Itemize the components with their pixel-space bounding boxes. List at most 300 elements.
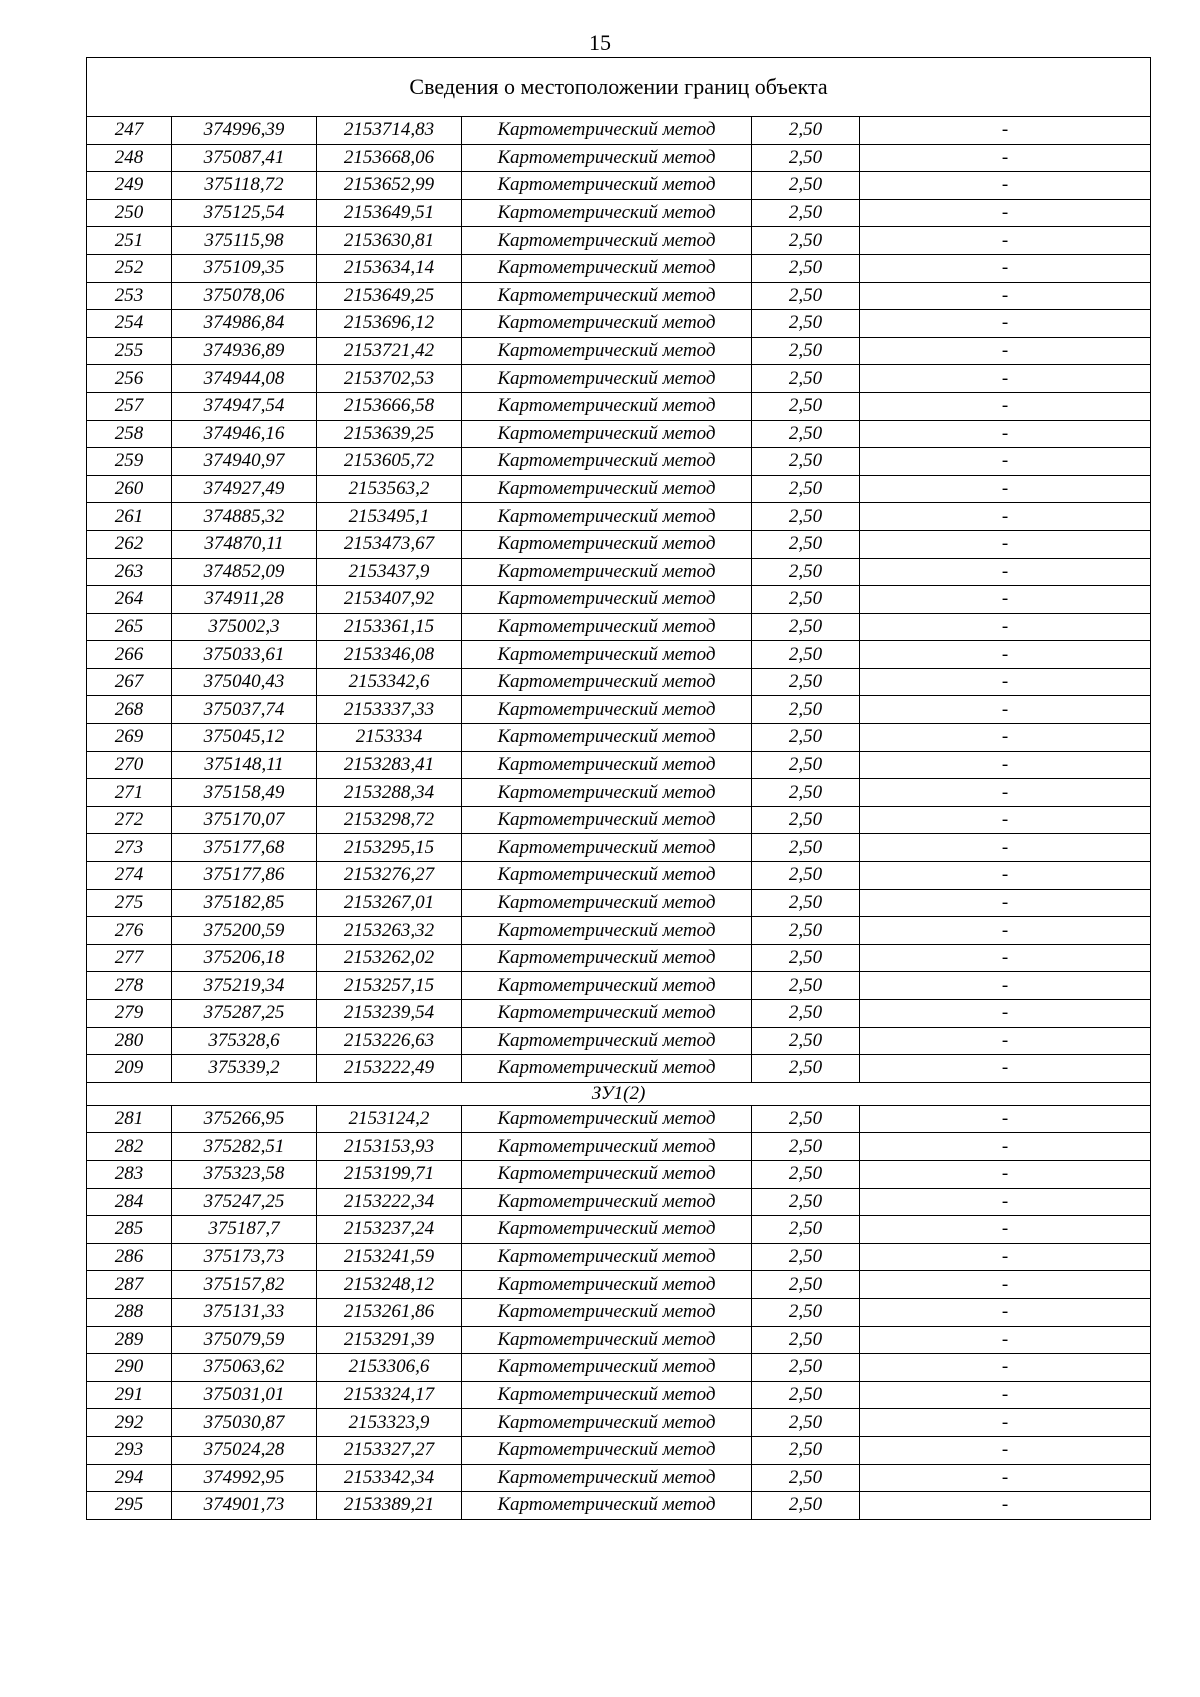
- description-cell: -: [860, 641, 1151, 669]
- y-coordinate-cell: 2153267,01: [317, 889, 462, 917]
- table-row: [87, 1464, 1151, 1492]
- point-number-cell: 249: [87, 172, 172, 200]
- table-row: [87, 337, 1151, 365]
- x-coordinate-cell: 375118,72: [172, 172, 317, 200]
- table-row: [87, 420, 1151, 448]
- method-cell: Картометрический метод: [462, 641, 752, 669]
- y-coordinate-cell: 2153639,25: [317, 420, 462, 448]
- method-cell: Картометрический метод: [462, 420, 752, 448]
- table-row: [87, 1354, 1151, 1382]
- description-cell: -: [860, 1381, 1151, 1409]
- x-coordinate-cell: 374992,95: [172, 1464, 317, 1492]
- point-number-cell: 275: [87, 889, 172, 917]
- x-coordinate-cell: 375173,73: [172, 1243, 317, 1271]
- accuracy-cell: 2,50: [752, 282, 860, 310]
- point-number-cell: 279: [87, 1000, 172, 1028]
- accuracy-cell: 2,50: [752, 944, 860, 972]
- description-cell: -: [860, 1000, 1151, 1028]
- point-number-cell: 270: [87, 751, 172, 779]
- accuracy-cell: 2,50: [752, 1188, 860, 1216]
- y-coordinate-cell: 2153262,02: [317, 944, 462, 972]
- page-number: 15: [589, 30, 611, 55]
- table-row: [87, 779, 1151, 807]
- method-cell: Картометрический метод: [462, 337, 752, 365]
- method-cell: Картометрический метод: [462, 475, 752, 503]
- x-coordinate-cell: 375339,2: [172, 1055, 317, 1083]
- y-coordinate-cell: 2153668,06: [317, 144, 462, 172]
- x-coordinate-cell: 375157,82: [172, 1271, 317, 1299]
- table-row: [87, 1133, 1151, 1161]
- description-cell: -: [860, 117, 1151, 145]
- point-number-cell: 283: [87, 1160, 172, 1188]
- section-label: ЗУ1(2): [87, 1082, 1151, 1105]
- y-coordinate-cell: 2153323,9: [317, 1409, 462, 1437]
- method-cell: Картометрический метод: [462, 917, 752, 945]
- accuracy-cell: 2,50: [752, 1105, 860, 1133]
- point-number-cell: 294: [87, 1464, 172, 1492]
- point-number-cell: 278: [87, 972, 172, 1000]
- description-cell: -: [860, 779, 1151, 807]
- method-cell: Картометрический метод: [462, 1436, 752, 1464]
- description-cell: -: [860, 227, 1151, 255]
- x-coordinate-cell: 375158,49: [172, 779, 317, 807]
- method-cell: Картометрический метод: [462, 834, 752, 862]
- accuracy-cell: 2,50: [752, 779, 860, 807]
- method-cell: Картометрический метод: [462, 1000, 752, 1028]
- x-coordinate-cell: 375115,98: [172, 227, 317, 255]
- y-coordinate-cell: 2153605,72: [317, 448, 462, 476]
- x-coordinate-cell: 375037,74: [172, 696, 317, 724]
- method-cell: Картометрический метод: [462, 1492, 752, 1520]
- accuracy-cell: 2,50: [752, 337, 860, 365]
- method-cell: Картометрический метод: [462, 144, 752, 172]
- description-cell: -: [860, 586, 1151, 614]
- point-number-cell: 292: [87, 1409, 172, 1437]
- x-coordinate-cell: 375079,59: [172, 1326, 317, 1354]
- point-number-cell: 255: [87, 337, 172, 365]
- method-cell: Картометрический метод: [462, 172, 752, 200]
- method-cell: Картометрический метод: [462, 1133, 752, 1161]
- description-cell: -: [860, 1243, 1151, 1271]
- y-coordinate-cell: 2153288,34: [317, 779, 462, 807]
- x-coordinate-cell: 375287,25: [172, 1000, 317, 1028]
- accuracy-cell: 2,50: [752, 834, 860, 862]
- table-title: Сведения о местоположении границ объекта: [87, 58, 1151, 117]
- x-coordinate-cell: 374901,73: [172, 1492, 317, 1520]
- x-coordinate-cell: 375328,6: [172, 1027, 317, 1055]
- description-cell: -: [860, 144, 1151, 172]
- table-row: [87, 613, 1151, 641]
- accuracy-cell: 2,50: [752, 420, 860, 448]
- description-cell: -: [860, 1464, 1151, 1492]
- accuracy-cell: 2,50: [752, 227, 860, 255]
- description-cell: -: [860, 448, 1151, 476]
- table-row: [87, 392, 1151, 420]
- y-coordinate-cell: 2153222,34: [317, 1188, 462, 1216]
- accuracy-cell: 2,50: [752, 806, 860, 834]
- table-row: [87, 1409, 1151, 1437]
- table-row: [87, 558, 1151, 586]
- method-cell: Картометрический метод: [462, 751, 752, 779]
- method-cell: Картометрический метод: [462, 227, 752, 255]
- description-cell: -: [860, 199, 1151, 227]
- y-coordinate-cell: 2153634,14: [317, 254, 462, 282]
- y-coordinate-cell: 2153153,93: [317, 1133, 462, 1161]
- x-coordinate-cell: 375170,07: [172, 806, 317, 834]
- method-cell: Картометрический метод: [462, 1464, 752, 1492]
- accuracy-cell: 2,50: [752, 751, 860, 779]
- x-coordinate-cell: 374885,32: [172, 503, 317, 531]
- point-number-cell: 257: [87, 392, 172, 420]
- table-row: [87, 889, 1151, 917]
- table-row: [87, 724, 1151, 752]
- accuracy-cell: 2,50: [752, 862, 860, 890]
- y-coordinate-cell: 2153346,08: [317, 641, 462, 669]
- point-number-cell: 295: [87, 1492, 172, 1520]
- accuracy-cell: 2,50: [752, 613, 860, 641]
- accuracy-cell: 2,50: [752, 1354, 860, 1382]
- table-row: [87, 668, 1151, 696]
- description-cell: -: [860, 972, 1151, 1000]
- y-coordinate-cell: 2153652,99: [317, 172, 462, 200]
- accuracy-cell: 2,50: [752, 668, 860, 696]
- accuracy-cell: 2,50: [752, 1243, 860, 1271]
- description-cell: -: [860, 365, 1151, 393]
- table-row: [87, 917, 1151, 945]
- description-cell: -: [860, 1271, 1151, 1299]
- table-row: [87, 806, 1151, 834]
- y-coordinate-cell: 2153295,15: [317, 834, 462, 862]
- table-row: [87, 751, 1151, 779]
- y-coordinate-cell: 2153226,63: [317, 1027, 462, 1055]
- table-row: [87, 1188, 1151, 1216]
- table-body: [87, 58, 1151, 1520]
- method-cell: Картометрический метод: [462, 889, 752, 917]
- point-number-cell: 276: [87, 917, 172, 945]
- x-coordinate-cell: 375030,87: [172, 1409, 317, 1437]
- accuracy-cell: 2,50: [752, 1492, 860, 1520]
- x-coordinate-cell: 374852,09: [172, 558, 317, 586]
- y-coordinate-cell: 2153721,42: [317, 337, 462, 365]
- table-row: [87, 944, 1151, 972]
- y-coordinate-cell: 2153327,27: [317, 1436, 462, 1464]
- accuracy-cell: 2,50: [752, 448, 860, 476]
- description-cell: -: [860, 724, 1151, 752]
- method-cell: Картометрический метод: [462, 117, 752, 145]
- description-cell: -: [860, 530, 1151, 558]
- x-coordinate-cell: 374986,84: [172, 310, 317, 338]
- table-row: [87, 310, 1151, 338]
- accuracy-cell: 2,50: [752, 254, 860, 282]
- point-number-cell: 284: [87, 1188, 172, 1216]
- table-row: [87, 227, 1151, 255]
- description-cell: -: [860, 392, 1151, 420]
- method-cell: Картометрический метод: [462, 972, 752, 1000]
- accuracy-cell: 2,50: [752, 889, 860, 917]
- y-coordinate-cell: 2153261,86: [317, 1298, 462, 1326]
- y-coordinate-cell: 2153239,54: [317, 1000, 462, 1028]
- method-cell: Картометрический метод: [462, 1409, 752, 1437]
- y-coordinate-cell: 2153473,67: [317, 530, 462, 558]
- x-coordinate-cell: 374911,28: [172, 586, 317, 614]
- y-coordinate-cell: 2153666,58: [317, 392, 462, 420]
- description-cell: -: [860, 1188, 1151, 1216]
- description-cell: -: [860, 337, 1151, 365]
- table-row: [87, 503, 1151, 531]
- method-cell: Картометрический метод: [462, 503, 752, 531]
- accuracy-cell: 2,50: [752, 972, 860, 1000]
- y-coordinate-cell: 2153222,49: [317, 1055, 462, 1083]
- y-coordinate-cell: 2153276,27: [317, 862, 462, 890]
- description-cell: -: [860, 1105, 1151, 1133]
- y-coordinate-cell: 2153342,34: [317, 1464, 462, 1492]
- description-cell: -: [860, 1216, 1151, 1244]
- point-number-cell: 256: [87, 365, 172, 393]
- point-number-cell: 258: [87, 420, 172, 448]
- point-number-cell: 287: [87, 1271, 172, 1299]
- point-number-cell: 293: [87, 1436, 172, 1464]
- accuracy-cell: 2,50: [752, 1464, 860, 1492]
- accuracy-cell: 2,50: [752, 1133, 860, 1161]
- description-cell: -: [860, 310, 1151, 338]
- table-title-row: [87, 58, 1151, 117]
- description-cell: -: [860, 862, 1151, 890]
- point-number-cell: 269: [87, 724, 172, 752]
- y-coordinate-cell: 2153241,59: [317, 1243, 462, 1271]
- x-coordinate-cell: 375045,12: [172, 724, 317, 752]
- point-number-cell: 267: [87, 668, 172, 696]
- description-cell: -: [860, 889, 1151, 917]
- method-cell: Картометрический метод: [462, 254, 752, 282]
- x-coordinate-cell: 374996,39: [172, 117, 317, 145]
- description-cell: -: [860, 1133, 1151, 1161]
- point-number-cell: 264: [87, 586, 172, 614]
- method-cell: Картометрический метод: [462, 779, 752, 807]
- y-coordinate-cell: 2153237,24: [317, 1216, 462, 1244]
- method-cell: Картометрический метод: [462, 1160, 752, 1188]
- x-coordinate-cell: 375247,25: [172, 1188, 317, 1216]
- x-coordinate-cell: 375187,7: [172, 1216, 317, 1244]
- description-cell: -: [860, 1160, 1151, 1188]
- point-number-cell: 290: [87, 1354, 172, 1382]
- table-row: [87, 1243, 1151, 1271]
- section-header-row: [87, 1082, 1151, 1105]
- y-coordinate-cell: 2153361,15: [317, 613, 462, 641]
- method-cell: Картометрический метод: [462, 310, 752, 338]
- table-row: [87, 1381, 1151, 1409]
- table-row: [87, 641, 1151, 669]
- method-cell: Картометрический метод: [462, 1105, 752, 1133]
- x-coordinate-cell: 375063,62: [172, 1354, 317, 1382]
- x-coordinate-cell: 374944,08: [172, 365, 317, 393]
- x-coordinate-cell: 375078,06: [172, 282, 317, 310]
- point-number-cell: 261: [87, 503, 172, 531]
- point-number-cell: 268: [87, 696, 172, 724]
- table-row: [87, 448, 1151, 476]
- method-cell: Картометрический метод: [462, 392, 752, 420]
- x-coordinate-cell: 375131,33: [172, 1298, 317, 1326]
- method-cell: Картометрический метод: [462, 1381, 752, 1409]
- method-cell: Картометрический метод: [462, 448, 752, 476]
- y-coordinate-cell: 2153306,6: [317, 1354, 462, 1382]
- method-cell: Картометрический метод: [462, 1354, 752, 1382]
- description-cell: -: [860, 1436, 1151, 1464]
- x-coordinate-cell: 375206,18: [172, 944, 317, 972]
- y-coordinate-cell: 2153437,9: [317, 558, 462, 586]
- accuracy-cell: 2,50: [752, 310, 860, 338]
- x-coordinate-cell: 375087,41: [172, 144, 317, 172]
- point-number-cell: 252: [87, 254, 172, 282]
- table-row: [87, 1436, 1151, 1464]
- y-coordinate-cell: 2153649,25: [317, 282, 462, 310]
- method-cell: Картометрический метод: [462, 586, 752, 614]
- point-number-cell: 288: [87, 1298, 172, 1326]
- description-cell: -: [860, 944, 1151, 972]
- accuracy-cell: 2,50: [752, 1298, 860, 1326]
- y-coordinate-cell: 2153298,72: [317, 806, 462, 834]
- y-coordinate-cell: 2153649,51: [317, 199, 462, 227]
- description-cell: -: [860, 834, 1151, 862]
- accuracy-cell: 2,50: [752, 1381, 860, 1409]
- table-row: [87, 282, 1151, 310]
- boundary-coordinates-table: [86, 57, 1151, 1520]
- table-row: [87, 1216, 1151, 1244]
- point-number-cell: 277: [87, 944, 172, 972]
- point-number-cell: 263: [87, 558, 172, 586]
- description-cell: -: [860, 254, 1151, 282]
- accuracy-cell: 2,50: [752, 365, 860, 393]
- accuracy-cell: 2,50: [752, 1027, 860, 1055]
- description-cell: -: [860, 1409, 1151, 1437]
- point-number-cell: 274: [87, 862, 172, 890]
- accuracy-cell: 2,50: [752, 724, 860, 752]
- description-cell: -: [860, 475, 1151, 503]
- method-cell: Картометрический метод: [462, 862, 752, 890]
- x-coordinate-cell: 375323,58: [172, 1160, 317, 1188]
- description-cell: -: [860, 282, 1151, 310]
- description-cell: -: [860, 1354, 1151, 1382]
- point-number-cell: 266: [87, 641, 172, 669]
- description-cell: -: [860, 1326, 1151, 1354]
- table-row: [87, 1000, 1151, 1028]
- method-cell: Картометрический метод: [462, 724, 752, 752]
- description-cell: -: [860, 1298, 1151, 1326]
- point-number-cell: 262: [87, 530, 172, 558]
- method-cell: Картометрический метод: [462, 613, 752, 641]
- accuracy-cell: 2,50: [752, 1271, 860, 1299]
- y-coordinate-cell: 2153263,32: [317, 917, 462, 945]
- method-cell: Картометрический метод: [462, 696, 752, 724]
- point-number-cell: 209: [87, 1055, 172, 1083]
- x-coordinate-cell: 375033,61: [172, 641, 317, 669]
- method-cell: Картометрический метод: [462, 1298, 752, 1326]
- accuracy-cell: 2,50: [752, 172, 860, 200]
- x-coordinate-cell: 374940,97: [172, 448, 317, 476]
- point-number-cell: 273: [87, 834, 172, 862]
- point-number-cell: 289: [87, 1326, 172, 1354]
- y-coordinate-cell: 2153696,12: [317, 310, 462, 338]
- point-number-cell: 260: [87, 475, 172, 503]
- y-coordinate-cell: 2153389,21: [317, 1492, 462, 1520]
- method-cell: Картометрический метод: [462, 1216, 752, 1244]
- accuracy-cell: 2,50: [752, 503, 860, 531]
- y-coordinate-cell: 2153407,92: [317, 586, 462, 614]
- y-coordinate-cell: 2153124,2: [317, 1105, 462, 1133]
- x-coordinate-cell: 374936,89: [172, 337, 317, 365]
- accuracy-cell: 2,50: [752, 1326, 860, 1354]
- point-number-cell: 286: [87, 1243, 172, 1271]
- x-coordinate-cell: 375266,95: [172, 1105, 317, 1133]
- table-row: [87, 199, 1151, 227]
- table-row: [87, 365, 1151, 393]
- y-coordinate-cell: 2153334: [317, 724, 462, 752]
- x-coordinate-cell: 375177,68: [172, 834, 317, 862]
- table-row: [87, 254, 1151, 282]
- y-coordinate-cell: 2153248,12: [317, 1271, 462, 1299]
- accuracy-cell: 2,50: [752, 1436, 860, 1464]
- x-coordinate-cell: 375182,85: [172, 889, 317, 917]
- accuracy-cell: 2,50: [752, 530, 860, 558]
- accuracy-cell: 2,50: [752, 696, 860, 724]
- table-row: [87, 586, 1151, 614]
- description-cell: -: [860, 1492, 1151, 1520]
- method-cell: Картометрический метод: [462, 1271, 752, 1299]
- table-row: [87, 1326, 1151, 1354]
- method-cell: Картометрический метод: [462, 806, 752, 834]
- description-cell: -: [860, 668, 1151, 696]
- table-row: [87, 1105, 1151, 1133]
- description-cell: -: [860, 1027, 1151, 1055]
- y-coordinate-cell: 2153337,33: [317, 696, 462, 724]
- point-number-cell: 251: [87, 227, 172, 255]
- point-number-cell: 291: [87, 1381, 172, 1409]
- method-cell: Картометрический метод: [462, 1055, 752, 1083]
- description-cell: -: [860, 613, 1151, 641]
- description-cell: -: [860, 806, 1151, 834]
- point-number-cell: 259: [87, 448, 172, 476]
- y-coordinate-cell: 2153702,53: [317, 365, 462, 393]
- accuracy-cell: 2,50: [752, 1160, 860, 1188]
- y-coordinate-cell: 2153342,6: [317, 668, 462, 696]
- accuracy-cell: 2,50: [752, 475, 860, 503]
- method-cell: Картометрический метод: [462, 199, 752, 227]
- table-row: [87, 972, 1151, 1000]
- x-coordinate-cell: 375200,59: [172, 917, 317, 945]
- point-number-cell: 271: [87, 779, 172, 807]
- description-cell: -: [860, 1055, 1151, 1083]
- point-number-cell: 265: [87, 613, 172, 641]
- table-row: [87, 1298, 1151, 1326]
- description-cell: -: [860, 420, 1151, 448]
- method-cell: Картометрический метод: [462, 1188, 752, 1216]
- table-row: [87, 834, 1151, 862]
- accuracy-cell: 2,50: [752, 1000, 860, 1028]
- accuracy-cell: 2,50: [752, 1216, 860, 1244]
- table-row: [87, 1492, 1151, 1520]
- description-cell: -: [860, 558, 1151, 586]
- accuracy-cell: 2,50: [752, 586, 860, 614]
- point-number-cell: 247: [87, 117, 172, 145]
- point-number-cell: 254: [87, 310, 172, 338]
- method-cell: Картометрический метод: [462, 1326, 752, 1354]
- table-row: [87, 1055, 1151, 1083]
- x-coordinate-cell: 374946,16: [172, 420, 317, 448]
- accuracy-cell: 2,50: [752, 917, 860, 945]
- method-cell: Картометрический метод: [462, 944, 752, 972]
- description-cell: -: [860, 751, 1151, 779]
- y-coordinate-cell: 2153324,17: [317, 1381, 462, 1409]
- y-coordinate-cell: 2153630,81: [317, 227, 462, 255]
